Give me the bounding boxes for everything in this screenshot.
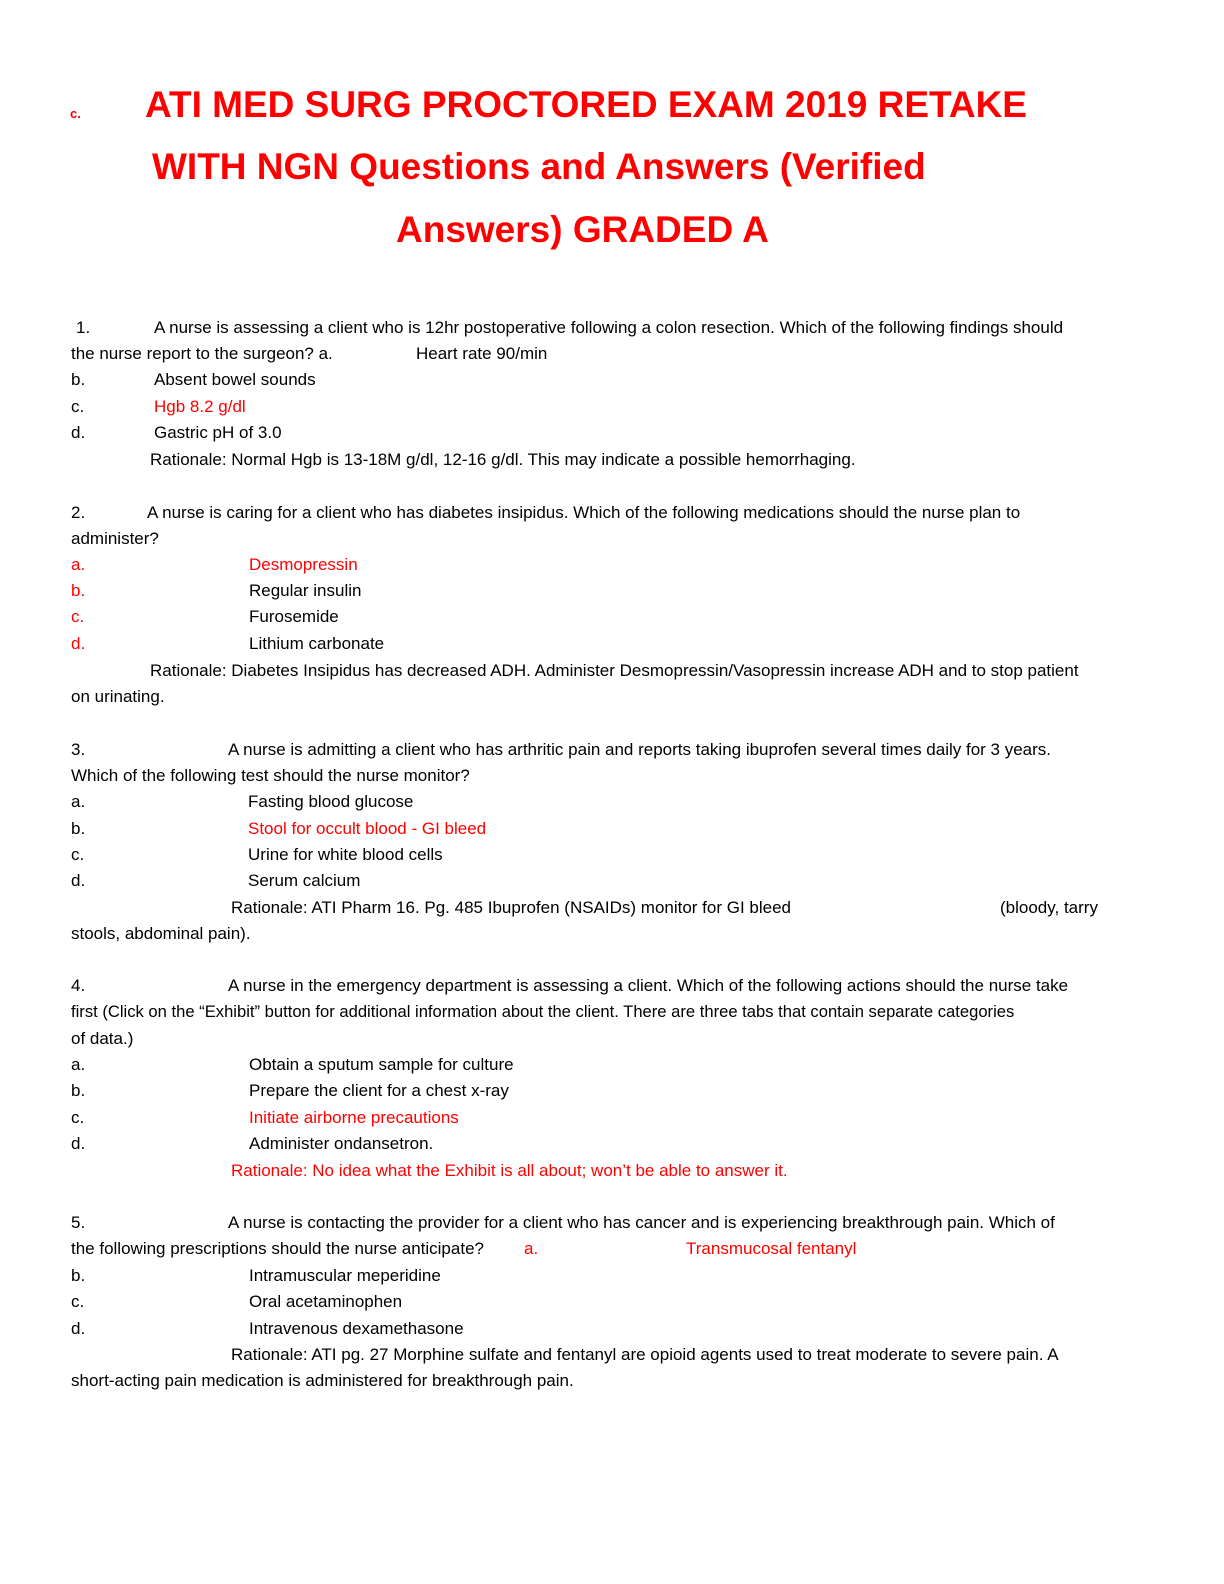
title-line-2: WITH NGN Questions and Answers (Verified [152,146,926,187]
title-line-1: ATI MED SURG PROCTORED EXAM 2019 RETAKE [145,84,1027,125]
option-d-text: Administer ondansetron. [249,1134,434,1153]
option-d-text: Lithium carbonate [249,634,385,653]
option-a-text: Fasting blood glucose [248,792,414,811]
option-d-letter: d. [71,423,86,442]
option-b-letter: b. [71,819,86,838]
option-d-text: Serum calcium [248,871,361,890]
question-stem-continued: administer? [71,529,159,548]
option-d-letter: d. [71,871,86,890]
question-number: 4. [71,976,86,995]
option-d-letter: d. [71,634,86,653]
option-a-letter: a. [71,1055,86,1074]
question-stem: A nurse is assessing a client who is 12hr postoperative following a colon resection. Which of the following findings should [154,318,1064,337]
option-c-text: Oral acetaminophen [249,1292,403,1311]
option-b-letter: b. [71,370,86,389]
option-a-letter: a. [524,1239,539,1258]
question-number: 5. [71,1213,86,1232]
option-d-text: Gastric pH of 3.0 [154,423,282,442]
rationale: Rationale: Diabetes Insipidus has decreased ADH. Administer Desmopressin/Vasopressin increase ADH and to stop patient [150,661,1079,680]
option-b-text: Intramuscular meperidine [249,1266,441,1285]
option-c-letter: c. [71,397,85,416]
option-d-letter: d. [71,1319,86,1338]
title-list-marker: c. [70,106,81,121]
rationale: Rationale: No idea what the Exhibit is all about; won’t be able to answer it. [231,1161,788,1180]
option-b-text: Prepare the client for a chest x-ray [249,1081,509,1100]
option-a-text-correct-answer: Transmucosal fentanyl [686,1239,857,1258]
question-stem-continued-2: of data.) [71,1029,134,1048]
option-c-letter: c. [71,607,85,626]
question-stem: A nurse is contacting the provider for a client who has cancer and is experiencing breakthrough pain. Which of [228,1213,1055,1232]
question-stem-continued: first (Click on the “Exhibit” button for additional information about the client. There are three tabs that contain separate categories [71,1002,1015,1021]
option-b-letter: b. [71,581,86,600]
question-stem-continued: the nurse report to the surgeon? a. [71,344,333,363]
option-b-text: Regular insulin [249,581,362,600]
option-d-letter: d. [71,1134,86,1153]
question-stem-continued: Which of the following test should the nurse monitor? [71,766,470,785]
option-a-letter: a. [71,555,86,574]
question-stem: A nurse is admitting a client who has arthritic pain and reports taking ibuprofen several times daily for 3 years. [228,740,1052,759]
rationale-continued: on urinating. [71,687,165,706]
option-b-text-correct-answer: Stool for occult blood - GI bleed [248,819,487,838]
option-a-text: Heart rate 90/min [416,344,548,363]
question-stem: A nurse in the emergency department is assessing a client. Which of the following actions should the nurse take [228,976,1069,995]
rationale: Rationale: Normal Hgb is 13-18M g/dl, 12-16 g/dl. This may indicate a possible hemorrhaging. [150,450,856,469]
question-stem-continued: the following prescriptions should the nurse anticipate? [71,1239,484,1258]
option-c-letter: c. [71,1108,85,1127]
question-stem: A nurse is caring for a client who has diabetes insipidus. Which of the following medications should the nurse plan to [147,503,1021,522]
rationale: Rationale: ATI pg. 27 Morphine sulfate and fentanyl are opioid agents used to treat moderate to severe pain. A [231,1345,1059,1364]
option-c-text: Urine for white blood cells [248,845,443,864]
option-a-letter: a. [71,792,86,811]
option-b-letter: b. [71,1081,86,1100]
option-b-letter: b. [71,1266,86,1285]
question-number: 2. [71,503,86,522]
rationale: Rationale: ATI Pharm 16. Pg. 485 Ibuprofen (NSAIDs) monitor for GI bleed [231,898,792,917]
title-line-3: Answers) GRADED A [396,209,769,250]
option-d-text: Intravenous dexamethasone [249,1319,464,1338]
rationale-part-2: (bloody, tarry [1000,898,1098,917]
option-c-letter: c. [71,1292,85,1311]
option-a-text-correct-answer: Desmopressin [249,555,358,574]
option-c-text-correct-answer: Initiate airborne precautions [249,1108,459,1127]
rationale-continued: stools, abdominal pain). [71,924,251,943]
option-b-text: Absent bowel sounds [154,370,316,389]
option-c-text: Furosemide [249,607,339,626]
option-c-text-correct-answer: Hgb 8.2 g/dl [154,397,246,416]
question-number: 1. [76,318,91,337]
question-number: 3. [71,740,86,759]
option-c-letter: c. [71,845,85,864]
option-a-text: Obtain a sputum sample for culture [249,1055,514,1074]
rationale-continued: short-acting pain medication is administered for breakthrough pain. [71,1371,574,1390]
